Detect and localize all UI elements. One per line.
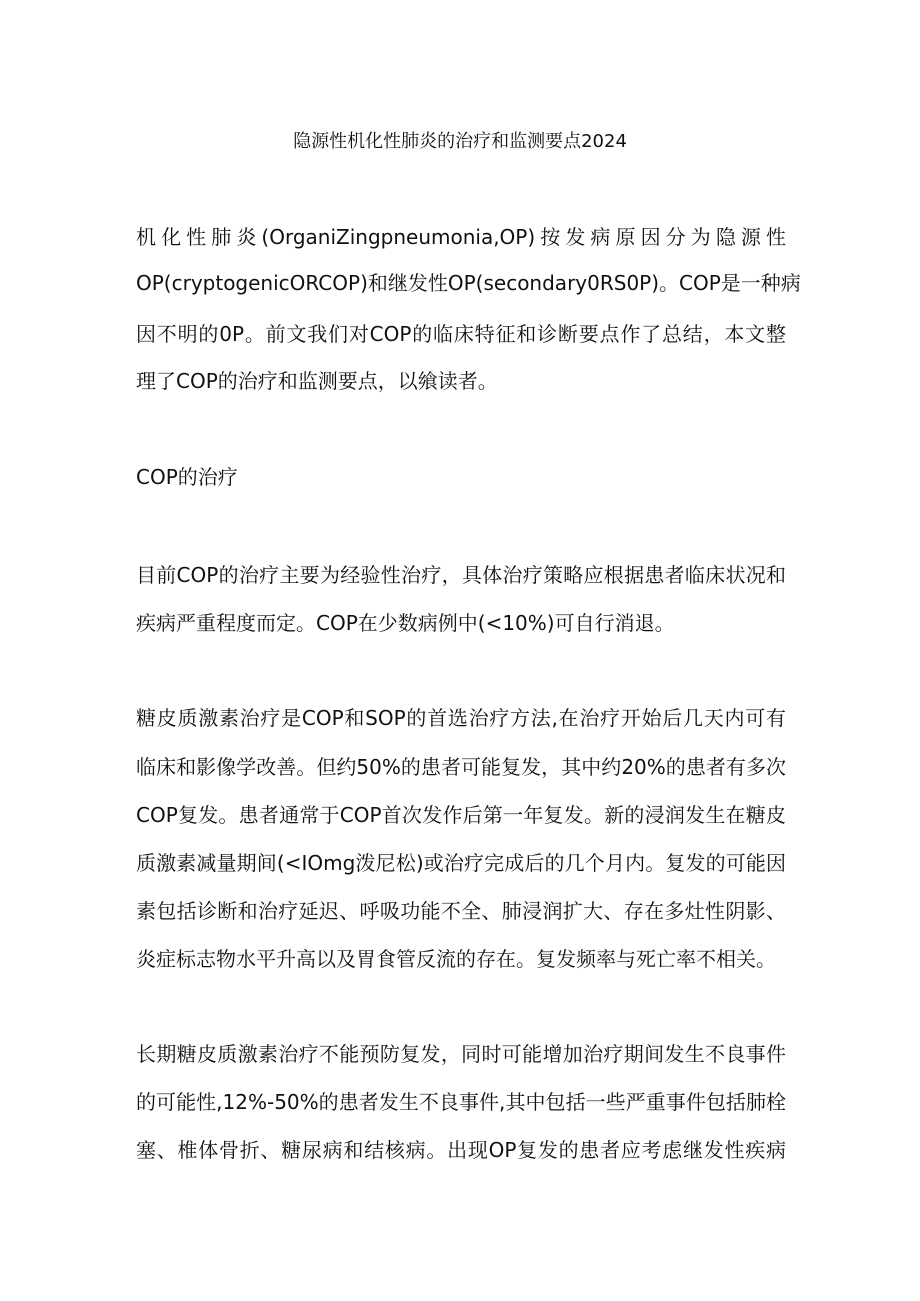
paragraph-line: 疾病严重程度而定。COP在少数病例中(<10%)可自行消退。 (136, 611, 675, 635)
paragraph-line: 因不明的0P。前文我们对COP的临床特征和诊断要点作了总结，本文整 (136, 322, 786, 346)
paragraph-line: 理了COP的治疗和监测要点，以飨读者。 (136, 369, 498, 393)
paragraph-line: 机化性肺炎(OrganiZingpneumonia,OP)按发病原因分为隐源性 (136, 225, 786, 249)
paragraph-line: 长期糖皮质激素治疗不能预防复发，同时可能增加治疗期间发生不良事件 (136, 1042, 786, 1066)
section-heading: COP的治疗 (136, 465, 238, 489)
paragraph-line: 临床和影像学改善。但约50%的患者可能复发，其中约20%的患者有多次 (136, 755, 786, 779)
paragraph-line: 目前COP的治疗主要为经验性治疗，具体治疗策略应根据患者临床状况和 (136, 563, 786, 587)
document-title: 隐源性机化性肺炎的治疗和监测要点2024 (293, 131, 627, 152)
paragraph-line: OP(cryptogenicORCOP)和继发性OP(secondary0RS0P)。COP是一种病 (136, 271, 801, 295)
paragraph-line: 素包括诊断和治疗延迟、呼吸功能不全、肺浸润扩大、存在多灶性阴影、 (136, 899, 786, 923)
paragraph-line: 的可能性,12%-50%的患者发生不良事件,其中包括一些严重事件包括肺栓 (136, 1090, 786, 1114)
paragraph-line: 塞、椎体骨折、糖尿病和结核病。出现OP复发的患者应考虑继发性疾病 (136, 1138, 786, 1162)
paragraph-line: COP复发。患者通常于COP首次发作后第一年复发。新的浸润发生在糖皮 (136, 803, 786, 827)
paragraph-line: 质激素减量期间(<IOmg泼尼松)或治疗完成后的几个月内。复发的可能因 (136, 851, 786, 875)
paragraph-line: 炎症标志物水平升高以及胃食管反流的存在。复发频率与死亡率不相关。 (136, 947, 776, 971)
paragraph-line: 糖皮质激素治疗是COP和SOP的首选治疗方法,在治疗开始后几天内可有 (136, 706, 786, 730)
